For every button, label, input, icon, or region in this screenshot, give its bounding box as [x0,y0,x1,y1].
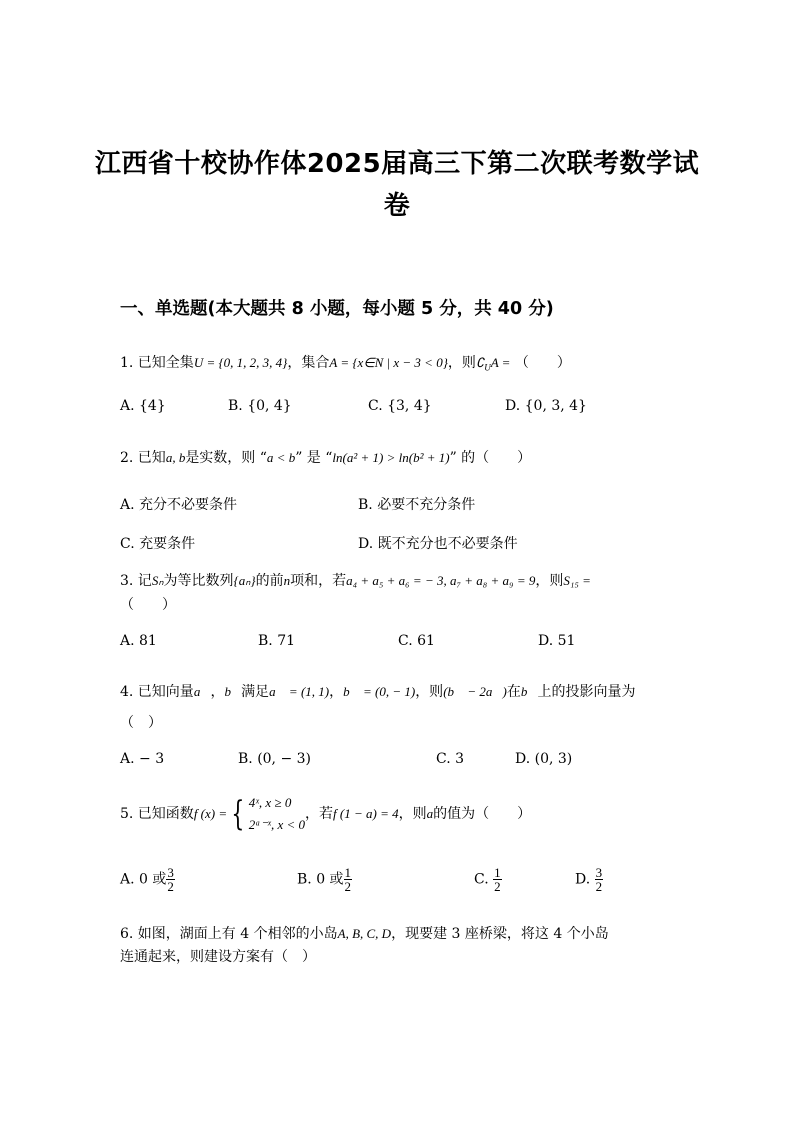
q1-mid2: ，则 [447,355,476,371]
q3-option-a[interactable]: A. 81 [120,633,157,649]
q3-prefix: 3. 记 [120,573,152,589]
q3-math-sn: Sₙ [151,573,164,588]
q6-math-islands: A, B, C, D [337,926,392,941]
q5-option-a-label: A. 0 或 [120,871,167,888]
q3-option-d[interactable]: D. 51 [538,633,576,649]
q5-piecewise-cases [249,792,305,836]
q5-option-d-fraction: $\frac{3}{2}$ [595,865,603,894]
q5-option-a[interactable] [120,866,175,893]
q5-case2: 2ᵃ⁻ˣ, x < 0 [248,817,306,832]
q6-line2: 连通起来，则建设方案有（ ） [120,949,316,965]
q2-math-a-lt-b: a < b [266,450,296,465]
q5-option-d-label: D. [575,871,591,888]
q1-paren: （ ） [514,355,571,371]
question-3 [120,570,591,590]
q3-text1: 为等比数列 [163,573,234,589]
q1-complement: $∁_UA$ = [475,355,511,373]
q4-text2: 满足 [241,684,270,700]
q5-prefix: 5. 已知函数 [120,806,194,822]
section-heading-single-choice: 一、单选题(本大题共 8 小题，每小题 5 分，共 40 分) [120,299,554,319]
q4-math-vec-b2: b⃗ [520,684,538,699]
q4-text1: ， [210,684,225,700]
q1-prefix: 1. 已知全集 [120,355,194,371]
q2-option-c[interactable]: C. 充要条件 [120,536,196,552]
q2-text1: 是实数，则 “ [185,450,267,466]
question-5 [120,792,531,836]
q5-option-d[interactable] [575,866,603,893]
q6-text1: 6. 如图，湖面上有 4 个相邻的小岛 [120,926,338,942]
question-1 [120,352,571,373]
q3-math-n: n [283,573,291,588]
exam-title-line2: 卷 [383,191,411,221]
q2-option-d[interactable]: D. 既不充分也不必要条件 [358,536,518,552]
q5-text1: ，若 [305,806,334,822]
q2-text2: ” 是 “ [295,450,333,466]
q4-math-a-value: a⃗ = (1, 1) [269,684,330,699]
q4-paren: （ ） [120,715,162,731]
question-6 [120,923,609,943]
q3-text3: 项和，若 [290,573,347,589]
q5-brace: { [231,794,245,834]
question-4 [120,681,635,701]
q1-set-a: A = {x∈N | x − 3 < 0} [329,355,448,370]
q5-math-condition: f (1 − a) = 4 [333,806,399,821]
q5-text2: ，则 [398,806,427,822]
q1-option-a[interactable]: A. {4} [120,398,166,414]
q5-option-a-fraction: $\frac{3}{2}$ [167,865,174,894]
q6-text2: ，现要建 3 座桥梁，将这 4 个小岛 [391,926,609,942]
q5-option-b[interactable] [297,866,352,893]
q4-math-expr: (b⃗ − 2a⃗) [443,684,507,699]
q1-mid: ，集合 [287,355,330,371]
q1-option-b[interactable]: B. {0, 4} [228,398,292,414]
q4-math-b-value: b⃗ = (0, − 1) [343,684,416,699]
q4-text6: 上的投影向量为 [537,684,636,700]
q2-math-ab: a, b [165,450,186,465]
question-2 [120,447,531,467]
q1-option-c[interactable]: C. {3, 4} [368,398,432,414]
q3-math-s15: S₁₅ = [563,573,591,588]
q5-math-fx: f (x) = [193,806,228,821]
q3-text2: 的前 [255,573,284,589]
q4-math-vec-b: b⃗ [224,684,242,699]
q2-option-b[interactable]: B. 必要不充分条件 [358,497,476,513]
q4-text3: ， [329,684,344,700]
q4-option-c[interactable]: C. 3 [436,751,465,767]
q4-option-d[interactable]: D. (0, 3) [515,751,573,767]
q5-option-b-fraction: $\frac{1}{2}$ [344,865,352,894]
q5-math-a: a [426,806,434,821]
q5-text3: 的值为（ ） [433,806,532,822]
q5-option-c-fraction: $\frac{1}{2}$ [494,865,501,894]
q2-option-a[interactable]: A. 充分不必要条件 [120,497,238,513]
q4-math-vec-a: a⃗ [193,684,211,699]
q3-math-conditions: a₄ + a₅ + a₆ = − 3, a₇ + a₈ + a₉ = 9 [346,573,536,588]
q4-option-a[interactable]: A. − 3 [120,751,165,767]
q4-text4: ，则 [415,684,444,700]
q3-text4: ，则 [535,573,564,589]
q5-option-b-label: B. 0 或 [297,871,344,888]
q3-option-c[interactable]: C. 61 [398,633,435,649]
q1-universal-set: U = {0, 1, 2, 3, 4} [193,355,288,370]
q2-math-ln: ln(a² + 1) > ln(b² + 1) [332,450,450,465]
q4-text5: 在 [506,684,521,700]
q2-text3: ” 的（ ） [449,450,532,466]
exam-title-line1: 江西省十校协作体2025届高三下第二次联考数学试 [94,149,700,179]
q3-math-an: {aₙ} [233,573,256,588]
q4-option-b[interactable]: B. (0, − 3) [238,751,312,767]
q1-option-d[interactable]: D. {0, 3, 4} [505,398,587,414]
q3-option-b[interactable]: B. 71 [258,633,296,649]
q5-option-c-label: C. [474,871,489,888]
q5-case1: 4ˣ, x ≥ 0 [248,795,292,810]
q4-prefix: 4. 已知向量 [120,684,194,700]
q2-prefix: 2. 已知 [120,450,166,466]
q3-paren: （ ） [120,597,176,613]
q5-option-c[interactable] [474,866,502,893]
